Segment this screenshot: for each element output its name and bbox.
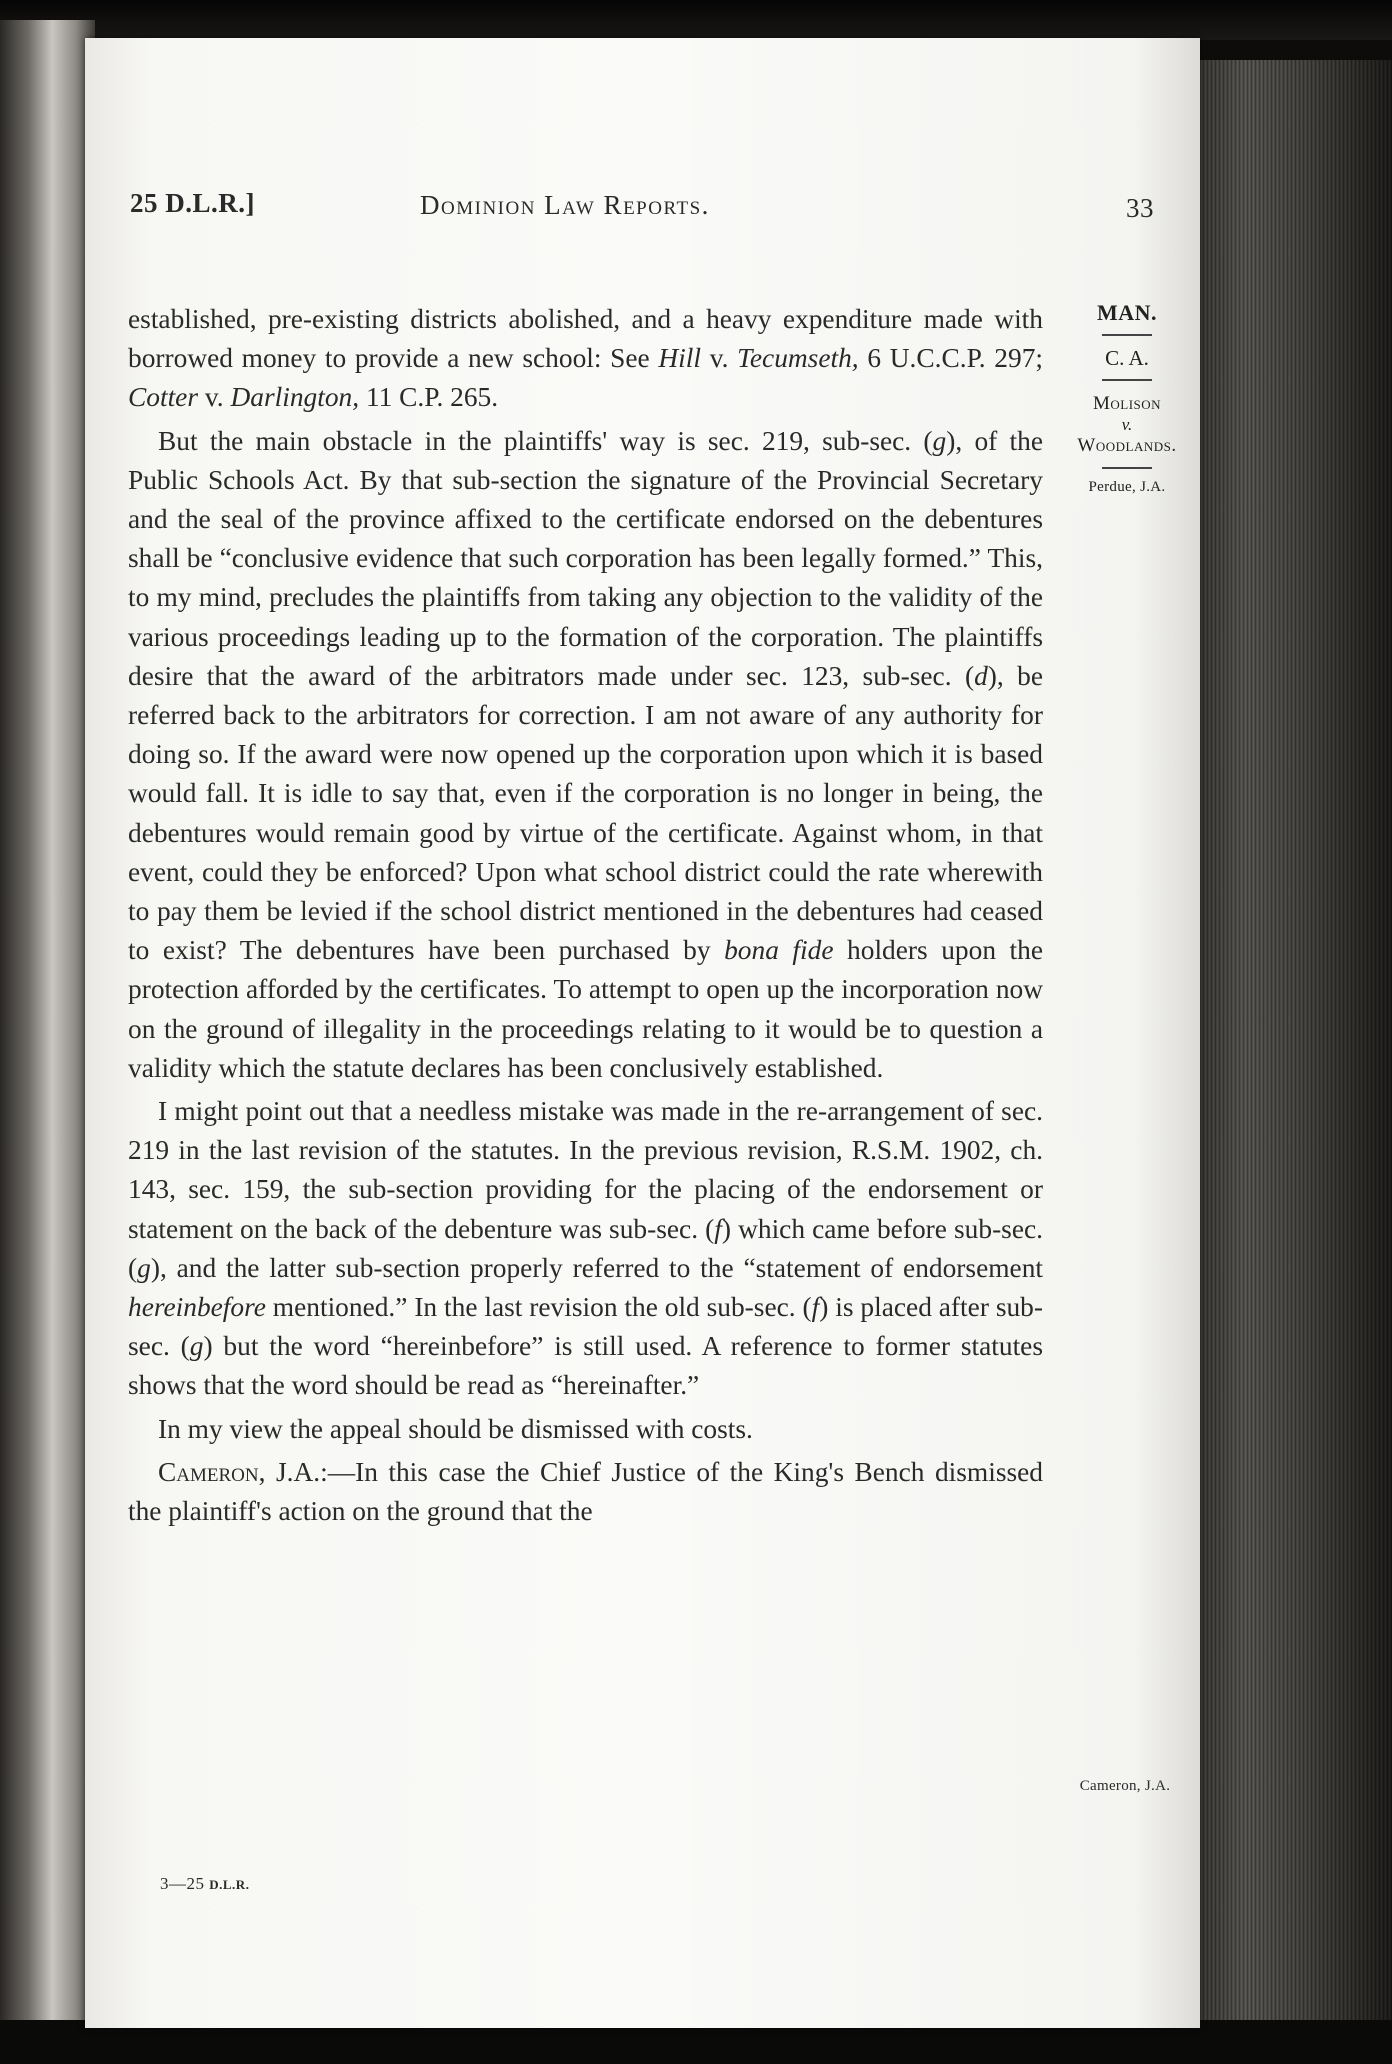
text-run: ) is placed after sub-sec. ( xyxy=(128,1292,1043,1362)
italic-letter: f xyxy=(714,1213,722,1244)
signature-abbr: D.L.R. xyxy=(209,1877,250,1892)
text-run: But the main obstacle in the plaintiffs' way is sec. 219, sub-sec. ( xyxy=(158,425,933,456)
volume-reference: 25 D.L.R.] xyxy=(130,188,255,218)
text-run: ), and the latter sub-section properly referred to the “statement of endorsement xyxy=(150,1252,1043,1283)
signature-number: 3—25 xyxy=(160,1874,205,1893)
body-text xyxy=(128,300,1043,1535)
paragraph-4: In my view the appeal should be dismissed with costs. xyxy=(158,1413,753,1444)
case-name: Hill xyxy=(658,343,702,374)
signature-mark xyxy=(160,1874,249,1894)
case-name: Tecumseth, xyxy=(737,343,859,374)
page-number: 33 xyxy=(1126,193,1154,223)
divider xyxy=(1102,379,1152,381)
divider xyxy=(1102,467,1152,469)
text-run: 11 C.P. 265. xyxy=(359,382,499,413)
text-run: ), of the Public Schools Act. By that sub-section the signature of the Provincial Secretary and the seal of the province affixed to the certificate endorsed on the debentures shall be “conclusive evidence that such corporation has been legally formed.” This, to my mind, precludes the plaintiffs from taking any objection to the validity of the various proceedings leading up to the formation of the corporation. The plaintiffs desire that the award of the arbitrators made under sec. 123, sub-sec. ( xyxy=(128,425,1043,691)
text-run: v. xyxy=(701,343,738,374)
text-run: ) which came before sub-sec. ( xyxy=(128,1213,1044,1283)
text-run: ), be referred back to the arbitrators for correction. I am not aware of any authority for doing so. If the award were now opened up the corporation upon which it is based would fall. It is idle to say that, even if the corporation is no longer in being, the debentures would remain good by virtue of the certificate. Against whom, in that event, could they be enforced? Upon what school district could the rate wherewith to pay them be levied if the school district mentioned in the debentures had ceased to exist? The debentures have been purchased by xyxy=(128,660,1044,966)
text-run: mentioned.” In the last revision the old sub-sec. ( xyxy=(265,1292,812,1323)
judge-name: Cameron, J.A. xyxy=(158,1456,321,1487)
book-gutter-left xyxy=(0,20,95,2064)
italic-letter: g xyxy=(932,425,947,456)
court-label: C. A. xyxy=(1105,346,1149,370)
jurisdiction-label: MAN. xyxy=(1096,300,1158,325)
paragraph-5 xyxy=(128,1453,1043,1531)
paragraph-2 xyxy=(128,422,1043,1088)
paragraph-1 xyxy=(128,300,1043,418)
book-page xyxy=(85,38,1200,2028)
italic-letter: g xyxy=(189,1331,204,1362)
text-run: established, pre-existing districts abolished, and a heavy expenditure made with borrowed money to provide a new school: See xyxy=(128,304,1043,374)
italic-letter: d xyxy=(974,660,988,691)
text-run: :—In this case the Chief Justice of the King's Bench dismissed the plaintiff's action on the ground that the xyxy=(128,1456,1044,1527)
case-name: Darlington, xyxy=(230,382,360,413)
italic-phrase: hereinbefore xyxy=(128,1292,266,1323)
italic-phrase: bona fide xyxy=(724,935,834,966)
report-title: Dominion Law Reports. xyxy=(420,190,710,220)
case-name: Cotter xyxy=(128,382,199,413)
text-run: ) but the word “hereinbefore” is still used. A reference to former statutes shows that the word should be read as “hereinafter.” xyxy=(128,1331,1043,1401)
text-run: 6 U.C.C.P. 297; xyxy=(858,343,1043,374)
book-page-edges xyxy=(1195,60,1392,2064)
margin-notes xyxy=(1057,300,1197,496)
party-two: Woodlands. xyxy=(1077,435,1177,456)
running-head xyxy=(130,188,1160,248)
italic-letter: g xyxy=(137,1252,151,1283)
text-run: v. xyxy=(198,382,231,413)
text-run: holders upon the protection afforded by the certificates. To attempt to open up the incorporation now on the ground of illegality in the proceedings relating to it would be to question a validity which the statute declares has been conclusively established. xyxy=(128,935,1044,1083)
party-one: Molison xyxy=(1092,393,1162,414)
italic-letter: f xyxy=(811,1292,820,1323)
text-run: I might point out that a needless mistake was made in the re-arrangement of sec. 219 in the last revision of the statutes. In the previous revision, R.S.M. 1902, ch. 143, sec. 159, the sub-section providing for the placing of the endorsement or statement on the back of the debenture was sub-sec. ( xyxy=(128,1096,1043,1244)
judge-note-cameron: Cameron, J.A. xyxy=(1079,1778,1171,1794)
versus-label: v. xyxy=(1121,415,1133,434)
scan-border-top xyxy=(0,0,1392,40)
judge-note-perdue: Perdue, J.A. xyxy=(1088,479,1166,495)
paragraph-3 xyxy=(128,1092,1043,1406)
divider xyxy=(1102,334,1152,336)
